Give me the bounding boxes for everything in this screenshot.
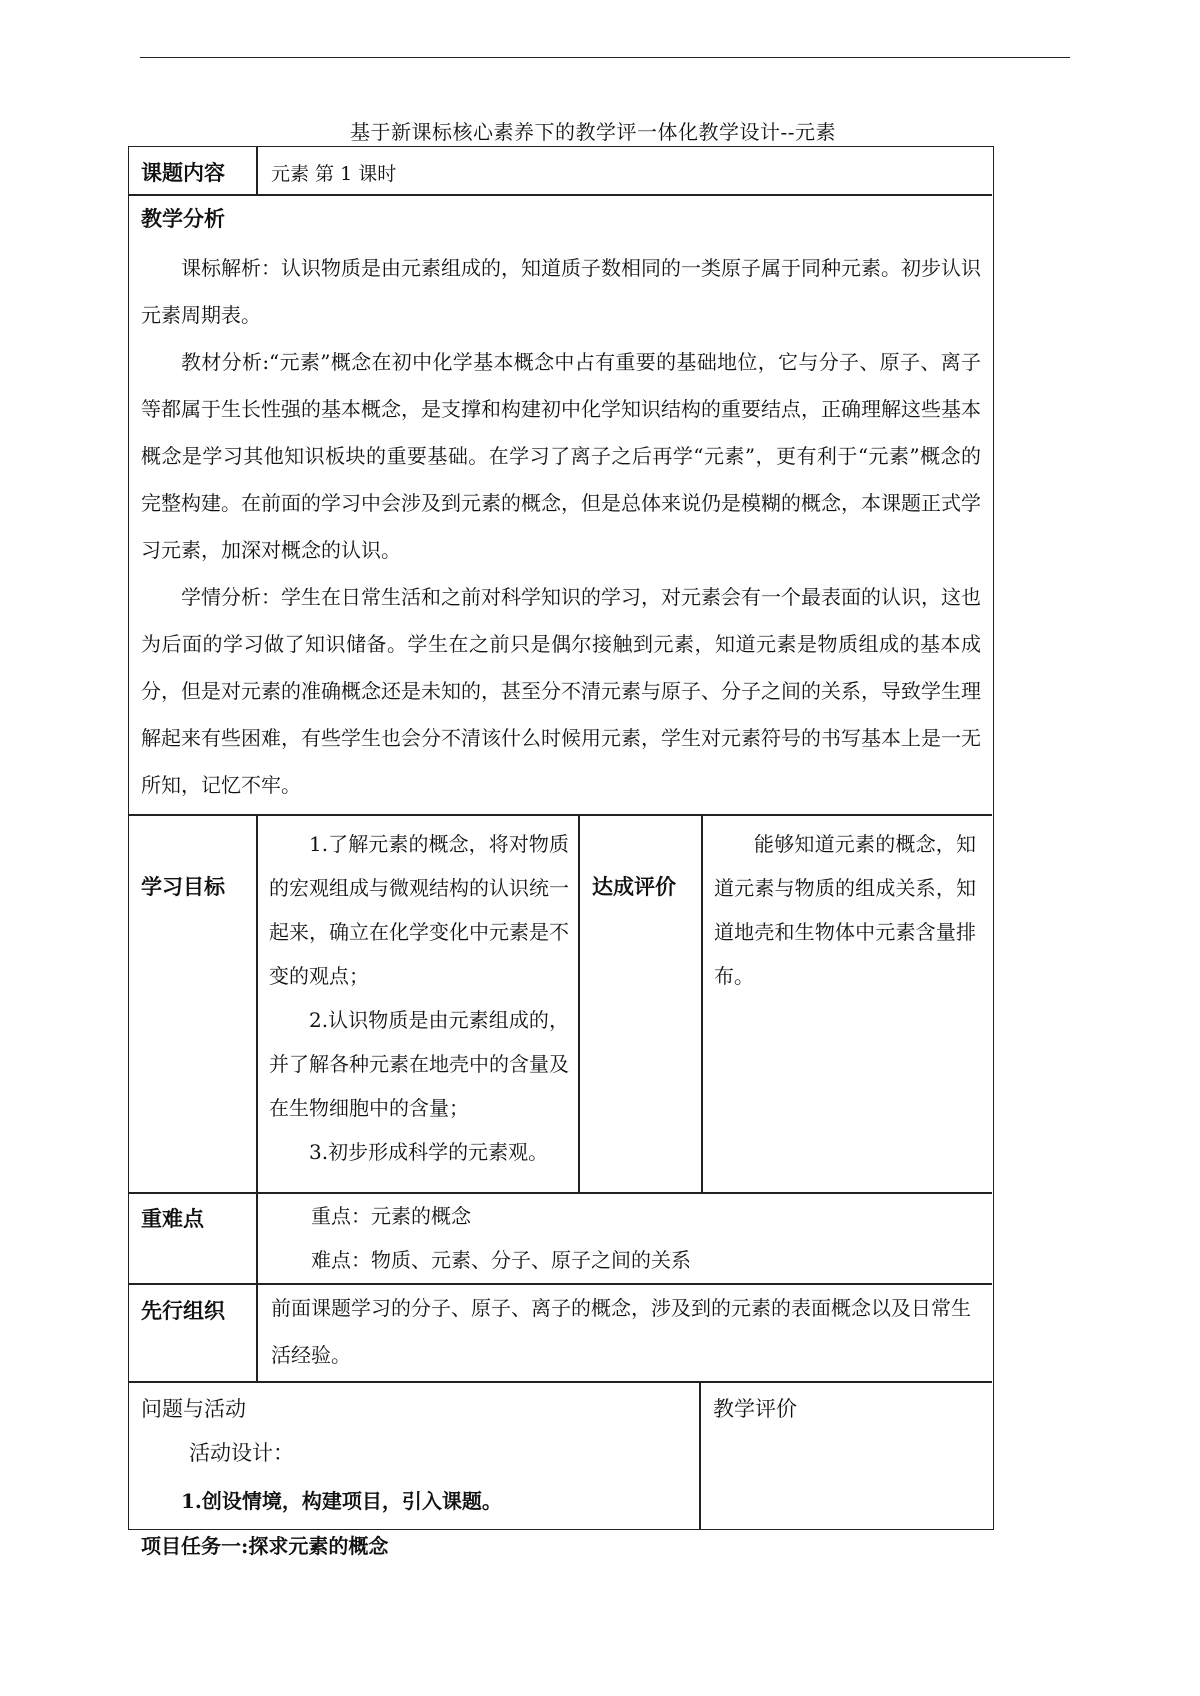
student-analysis: 学情分析：学生在日常生活和之前对科学知识的学习，对元素会有一个最表面的认识，这也为后面的学习做了知识储备。学生在之前只是偶尔接触到元素，知道元素是物质组成的基本成分，但是对元素的准确概念还是未知的，甚至分不清元素与原子、分子之间的关系，导致学生理解起来有些困难，有些学生也会分不清该什么时候用元素，学生对元素符号的书写基本上是一无所知，记忆不牢。 [141,585,981,797]
row-divider [129,194,992,196]
col-divider [256,814,258,1381]
topic-value: 元素 第 1 课时 [271,163,397,185]
key-points-body [271,1194,971,1282]
row-divider [129,1381,992,1383]
evaluation-body [714,822,976,998]
row-divider [129,814,992,816]
evaluation-text: 能够知道元素的概念，知道元素与物质的组成关系，知道地壳和生物体中元素含量排布。 [714,832,976,988]
col-divider [256,147,258,194]
textbook-analysis: 教材分析:“元素”概念在初中化学基本概念中占有重要的基础地位，它与分子、原子、离子等都属于生长性强的基本概念，是支撑和构建初中化学知识结构的重要结点，正确理解这些基本概念是学习其他知识板块的重要基础。在学习了离子之后再学“元素”，更有利于“元素”概念的完整构建。在前面的学习中会涉及到元素的概念，但是总体来说仍是模糊的概念，本课题正式学习元素，加深对概念的认识。 [141,350,981,562]
activity-step: 1.创设情境，构建项目，引入课题。 [181,1489,502,1513]
header-rule [140,57,1070,58]
topic-label: 课题内容 [141,161,225,185]
analysis-label: 教学分析 [141,207,225,231]
prior-label: 先行组织 [141,1299,225,1323]
objective-item: 2.认识物质是由元素组成的，并了解各种元素在地壳中的含量及在生物细胞中的含量； [269,1008,569,1120]
objectives-label: 学习目标 [141,875,225,899]
analysis-body [141,245,981,809]
prior-body [271,1285,977,1379]
evaluation-label: 达成评价 [592,875,676,899]
col-divider [578,814,580,1192]
document-title: 基于新课标核心素养下的教学评一体化教学设计--元素 [349,120,836,144]
activity-design-label: 活动设计： [189,1441,294,1465]
objective-item: 1.了解元素的概念，将对物质的宏观组成与微观结构的认识统一起来，确立在化学变化中元素是不变的观点； [269,832,569,988]
focus-point: 重点：元素的概念 [311,1204,471,1228]
curriculum-analysis: 课标解析：认识物质是由元素组成的，知道质子数相同的一类原子属于同种元素。初步认识元素周期表。 [141,256,981,327]
prior-text: 前面课题学习的分子、原子、离子的概念，涉及到的元素的表面概念以及日常生活经验。 [271,1296,971,1367]
col-divider [701,814,703,1192]
project-task: 项目任务一:探求元素的概念 [141,1534,389,1558]
objective-item: 3.初步形成科学的元素观。 [309,1140,549,1164]
lesson-plan-table [128,146,994,1558]
activities-label: 问题与活动 [141,1397,246,1421]
key-points-label: 重难点 [141,1207,204,1231]
objectives-body [269,822,569,1174]
teaching-eval-label: 教学评价 [713,1397,797,1421]
col-divider [699,1381,701,1529]
difficulty-point: 难点：物质、元素、分子、原子之间的关系 [311,1248,691,1272]
